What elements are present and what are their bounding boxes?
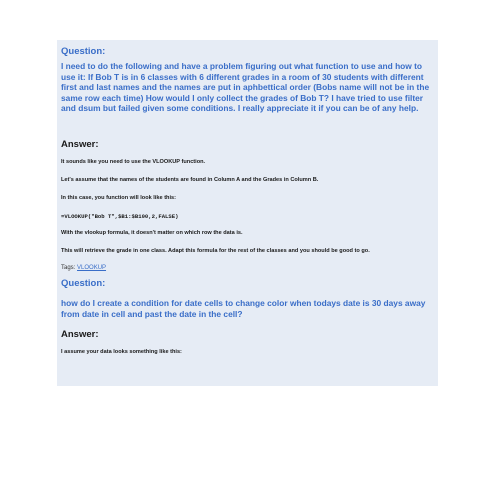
question-text: how do I create a condition for date cells to change color when todays date is 30 days away from date in cell and past the date in the cell?	[61, 297, 426, 319]
answer-paragraph: In this case, you function will look like this:	[61, 194, 176, 201]
answer-paragraph: This will retrieve the grade in one class. Adapt this formula for the rest of the classes and you should be good to go.	[61, 247, 370, 254]
answer-heading: Answer:	[61, 329, 99, 341]
qa-panel	[57, 40, 438, 386]
answer-paragraph: Let's assume that the names of the students are found in Column A and the Grades in Column B.	[61, 176, 319, 183]
answer-paragraph: With the vlookup formula, it doesn't matter on which row the data is.	[61, 229, 243, 236]
tags-label: Tags:	[61, 264, 76, 271]
tag-link-vlookup[interactable]: VLOOKUP	[77, 264, 107, 271]
answer-heading: Answer:	[61, 138, 99, 150]
answer-paragraph: It sounds like you need to use the VLOOKUP function.	[61, 158, 206, 165]
question-text: I need to do the following and have a problem figuring out what function to use and how to use it: If Bob T is in 6 classes with 6 different grades in a room of 30 students with different first and last names and the names are put in aphbettical order (Bobs name will not be in the same row each time) How would I only collect the grades of Bob T? I have tried to use filter and dsum but failed given some conditions. I really appreciate it if you can be of any help.	[61, 61, 430, 114]
answer-paragraph: I assume your data looks something like this:	[61, 349, 182, 356]
tags-line	[61, 265, 434, 271]
question-heading: Question:	[61, 46, 106, 57]
formula-code: =VLOOKUP("Bob T",$B1:$B100,2,FALSE)	[61, 212, 179, 220]
question-heading: Question:	[61, 277, 106, 289]
